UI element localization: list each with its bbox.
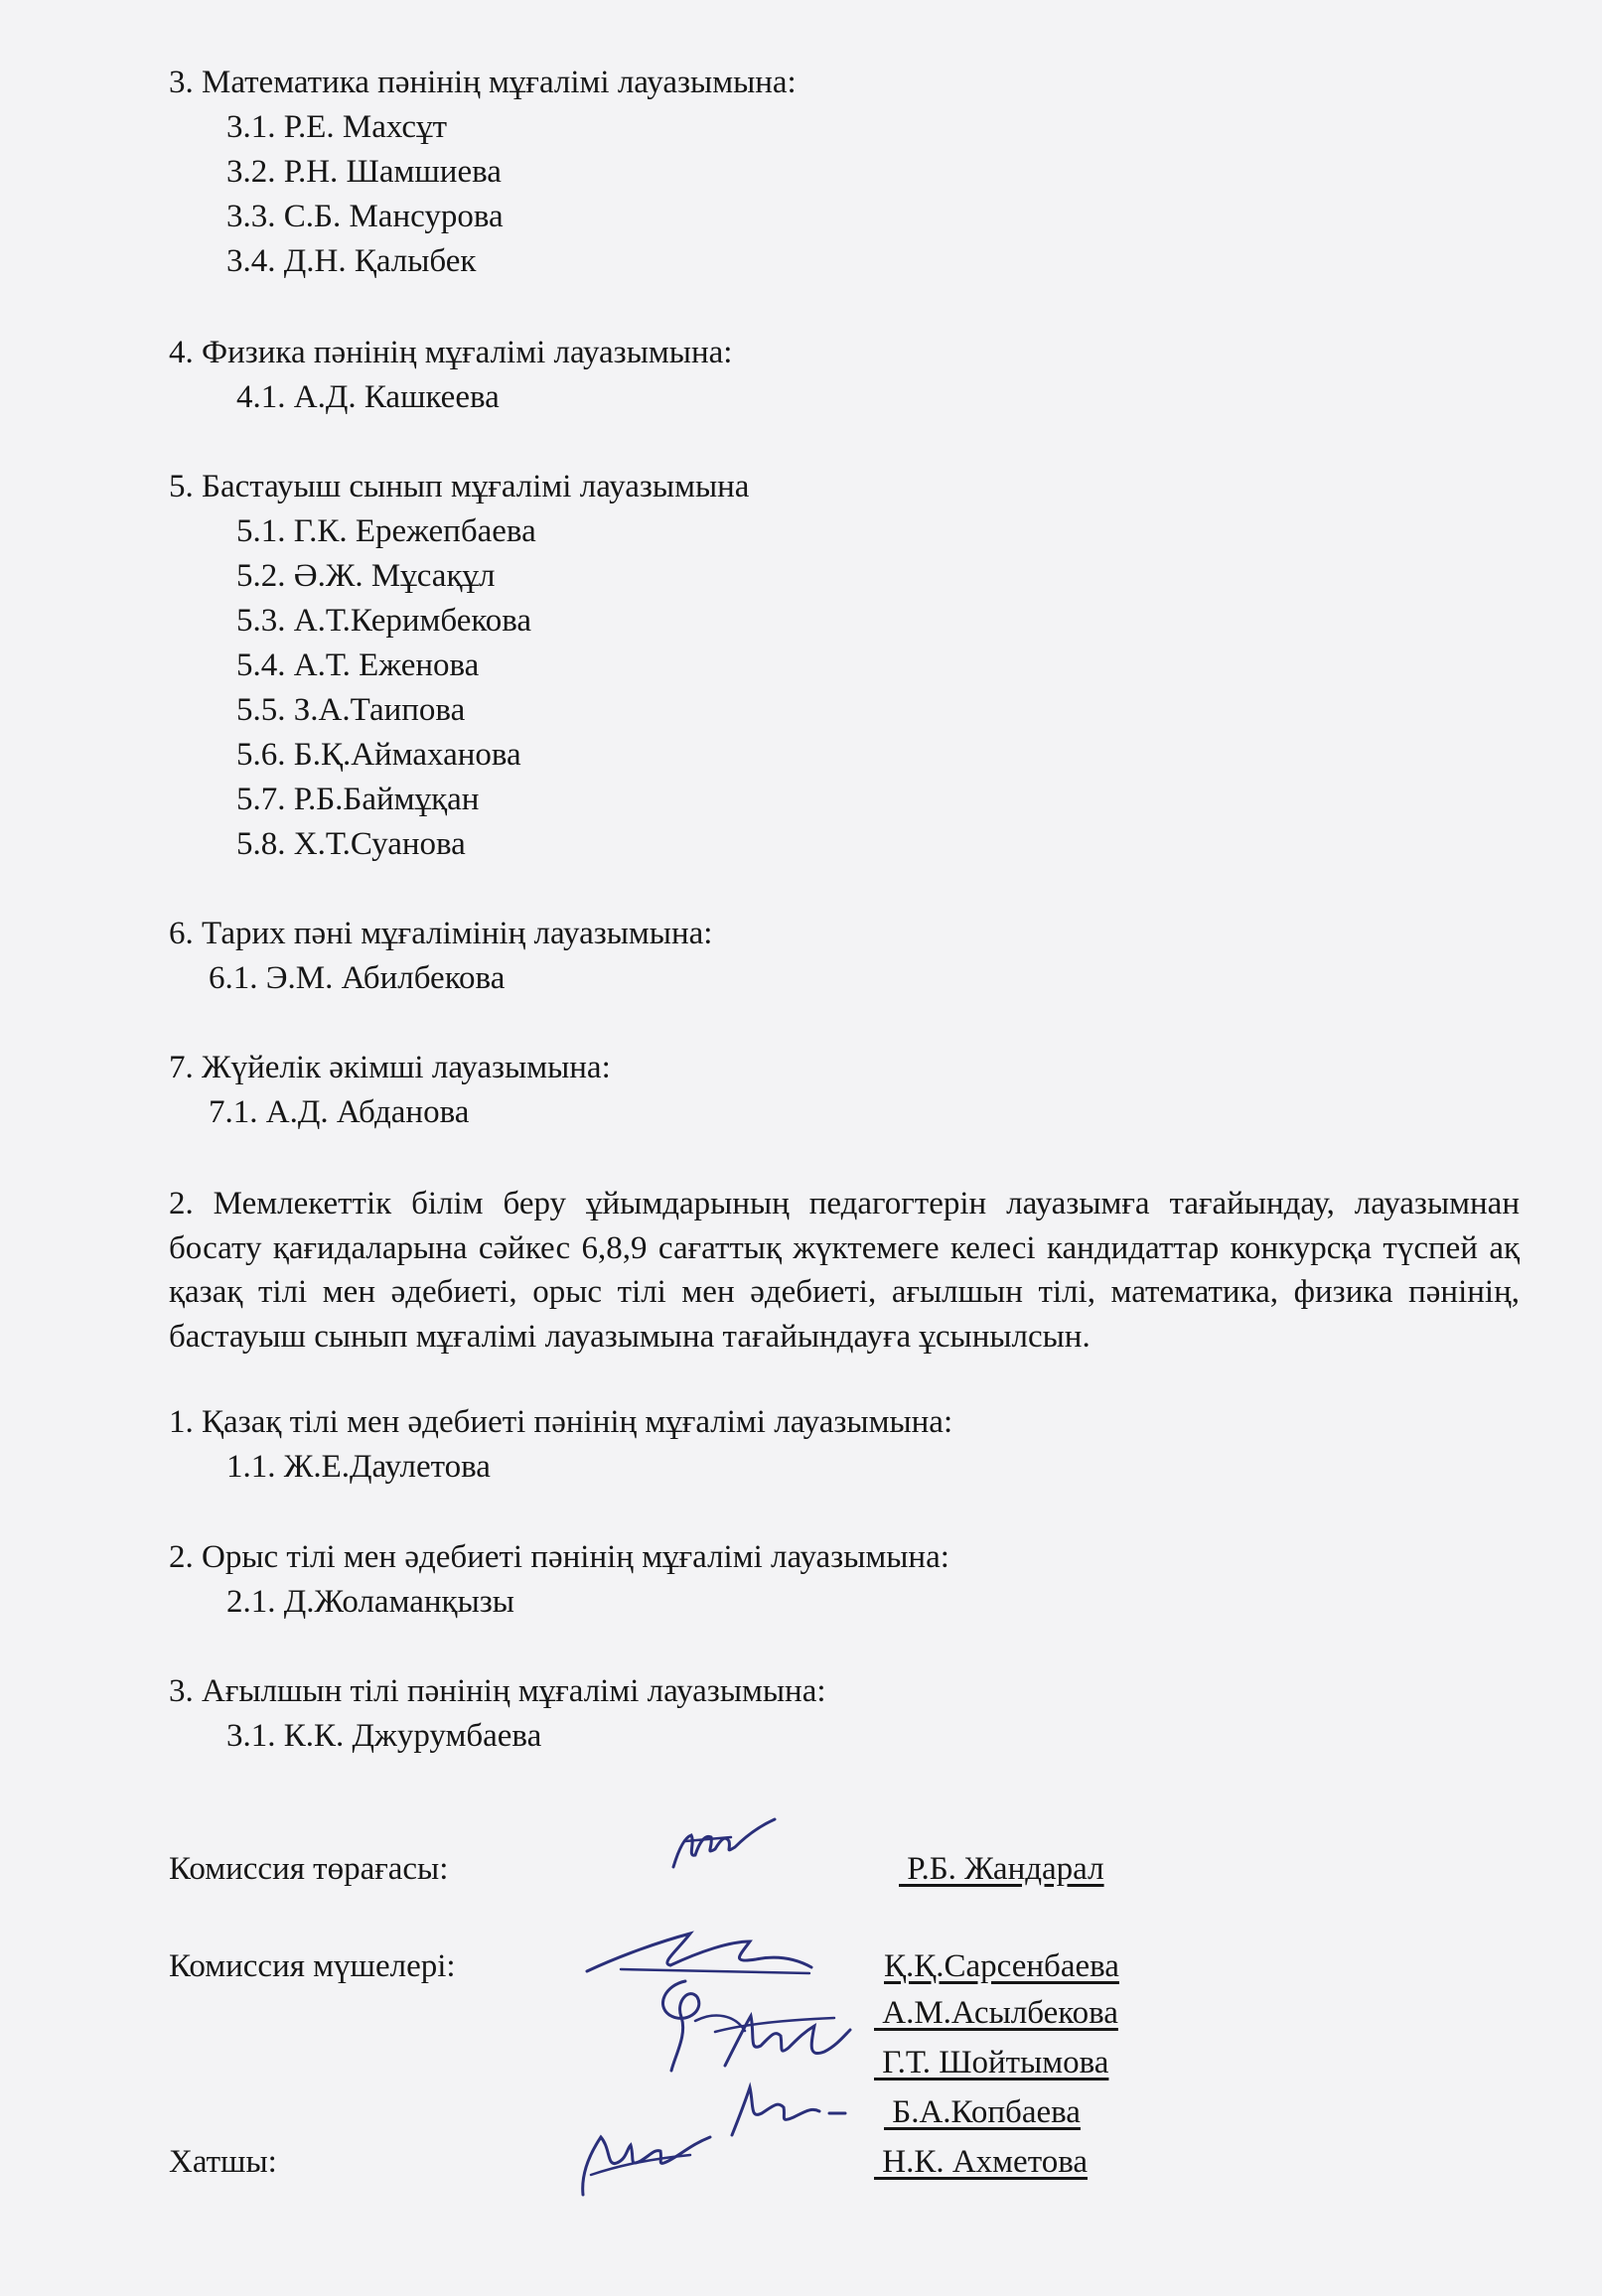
section-6-heading: 6. Тарих пәні мұғалімінің лауазымына:	[169, 916, 713, 951]
secretary-label: Хатшы:	[169, 2144, 277, 2180]
list-item: 5.7. Р.Б.Баймұқан	[236, 782, 480, 817]
list-item: 3.2. Р.Н. Шамшиева	[226, 154, 502, 190]
list-item: 5.5. З.А.Таипова	[236, 692, 466, 728]
part-2-section-3-heading: 3. Ағылшын тілі пәнінің мұғалімі лауазымына:	[169, 1673, 826, 1709]
members-label: Комиссия мүшелері:	[169, 1948, 456, 1984]
list-item: 4.1. А.Д. Кашкеева	[236, 379, 500, 415]
list-item: 5.6. Б.Қ.Аймаханова	[236, 737, 521, 773]
part-2-section-1-heading: 1. Қазақ тілі мен әдебиеті пәнінің мұғалімі лауазымына:	[169, 1404, 953, 1440]
member-signature-4	[720, 2066, 859, 2145]
list-item: 3.3. С.Б. Мансурова	[226, 199, 504, 234]
part-2-paragraph	[169, 1182, 1520, 1359]
list-item: 6.1. Э.М. Абилбекова	[209, 960, 506, 996]
list-item: 1.1. Ж.Е.Даулетова	[226, 1449, 491, 1485]
secretary-signature	[571, 2115, 720, 2205]
section-4-heading: 4. Физика пәнінің мұғалімі лауазымына:	[169, 335, 733, 370]
list-item: 7.1. А.Д. Абданова	[209, 1094, 470, 1130]
list-item: 5.3. А.Т.Керимбекова	[236, 603, 532, 639]
section-3-heading: 3. Математика пәнінің мұғалімі лауазымына:	[169, 65, 797, 100]
member-name: Б.А.Копбаева	[884, 2094, 1081, 2130]
list-item: 5.1. Г.К. Ережепбаева	[236, 513, 536, 549]
part-2-paragraph-text: 2. Мемлекеттік білім беру ұйымдарының педагогтерін лауазымға тағайындау, лауазымнан босату қағидаларына сәйкес 6,8,9 сағаттық жүктемеге келесі кандидаттар конкурсқа түспей ақ қазақ тілі мен әдебиеті, орыс тілі мен әдебиеті, ағылшын тілі, математика, физика пәнінің, бастауыш сынып мұғалімі лауазымына тағайындауға ұсынылсын.	[169, 1186, 1520, 1355]
list-item: 3.4. Д.Н. Қалыбек	[226, 243, 477, 279]
list-item: 3.1. Р.Е. Махсұт	[226, 109, 447, 145]
list-item: 5.4. А.Т. Еженова	[236, 647, 480, 683]
list-item: 2.1. Д.Жоламанқызы	[226, 1584, 514, 1620]
chair-name: Р.Б. Жандарал	[899, 1851, 1104, 1887]
chair-label: Комиссия төрағасы:	[169, 1851, 449, 1887]
member-name: Г.Т. Шойтымова	[874, 2045, 1109, 2081]
list-item: 5.8. Х.Т.Суанова	[236, 826, 466, 862]
member-name: Қ.Қ.Сарсенбаева	[884, 1948, 1119, 1984]
section-5-heading: 5. Бастауыш сынып мұғалімі лауазымына	[169, 469, 750, 504]
list-item: 5.2. Ә.Ж. Мұсақұл	[236, 558, 496, 594]
list-item: 3.1. К.К. Джурумбаева	[226, 1718, 542, 1754]
part-2-section-2-heading: 2. Орыс тілі мен әдебиеті пәнінің мұғалімі лауазымына:	[169, 1539, 949, 1575]
section-7-heading: 7. Жүйелік әкімші лауазымына:	[169, 1050, 611, 1085]
member-name: А.М.Асылбекова	[874, 1995, 1118, 2031]
secretary-name: Н.К. Ахметова	[874, 2144, 1088, 2180]
chair-signature	[665, 1807, 785, 1877]
